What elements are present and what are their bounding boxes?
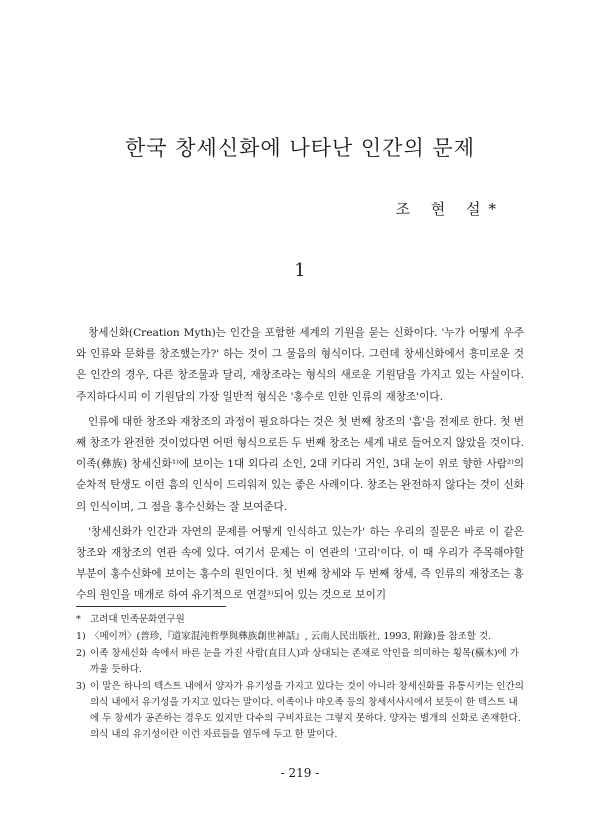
footnote-mark: 2): [76, 648, 86, 659]
body-text: [76, 323, 524, 611]
footnote-text: 이족 창세신화 속에서 바른 눈을 가진 사람(直目人)과 상대되는 존재로 악인을 의미하는 횡목(橫木)에 가까울 듯하다.: [90, 648, 519, 675]
paper-title: 한국 창세신화에 나타난 인간의 문제: [125, 136, 475, 160]
footnote-mark: *: [76, 614, 81, 625]
footnote-mark: 1): [76, 631, 86, 642]
section-number: 1: [294, 260, 306, 281]
footnote: [76, 646, 524, 678]
footnote-mark: 3): [76, 681, 86, 692]
footnote-divider: [76, 606, 226, 607]
author-name: 조 현 설*: [395, 200, 504, 218]
footnote: [76, 612, 524, 628]
paragraph: 창세신화(Creation Myth)는 인간을 포함한 세계의 기원을 묻는 신화이다. '누가 어떻게 우주와 인류와 문화를 창조했는가?' 하는 것이 그 물음의 형식이다. 그런데 창세신화에서 흥미로운 것은 인간의 경우, 다른 창조물과 달리, 재창조라는 형식의 새로운 기원담을 가지고 있는 사실이다. 주지하다시피 이 기원담의 가장 일반적 형식은 '홍수로 인한 인류의 재창조'이다.: [76, 327, 524, 403]
footnote: [76, 629, 524, 645]
footnotes: [76, 612, 524, 744]
footnote-text: 고려대 민족문화연구원: [90, 614, 185, 625]
paragraph: '창세신화가 인간과 자연의 문제를 어떻게 인식하고 있는가' 하는 우리의 질문은 바로 이 같은 창조와 재창조의 연관 속에 있다. 여기서 문제는 이 연관의 '고리'이다. 이 때 우리가 주목해야할 부분이 홍수신화에 보이는 홍수의 원인이다. 첫 번째 창세와 두 번째 창세, 즉 인류의 재창조는 홍수의 원인을 매개로 하여 유기적으로 연결³⁾되어 있는 것으로 보이기: [76, 525, 524, 602]
paragraph: 인류에 대한 창조와 재창조의 과정이 필요하다는 것은 첫 번째 창조의 '흠'을 전제로 한다. 첫 번째 창조가 완전한 것이었다면 어떤 형식으로든 두 번째 창조는 세계 내로 들어오지 않았을 것이다. 이족(彝族) 창세신화¹⁾에 보이는 1대 외다리 소인, 2대 키다리 거인, 3대 눈이 위로 향한 사람²⁾의 순차적 탄생도 이런 흠의 인식이 드리워져 있는 좋은 사례이다. 창조는 완전하지 않다는 것이 신화의 인식이며, 그 점을 홍수신화는 잘 보여준다.: [76, 415, 524, 513]
footnote: [76, 679, 524, 743]
footnote-text: 〈메이꺼〉(普珍,『道家混沌哲學與彝族創世神話』, 云南人民出版社, 1993, 附錄)를 참조할 것.: [90, 631, 492, 642]
footnote-text: 이 말은 하나의 텍스트 내에서 양자가 유기성을 가지고 있다는 것이 아니라 창세신화를 유통시키는 인간의 의식 내에서 유기성을 가지고 있다는 말이다. 이족이나 먀오족 등의 창세서사시에서 보듯이 한 텍스트 내에 두 창세가 공존하는 경우도 있지만 다수의 구비자료는 그렇지 못하다. 양자는 별개의 신화로 존재한다. 의식 내의 유기성이란 이런 자료들을 염두에 두고 한 말이다.: [90, 681, 524, 740]
page-number: - 219 -: [280, 766, 320, 780]
